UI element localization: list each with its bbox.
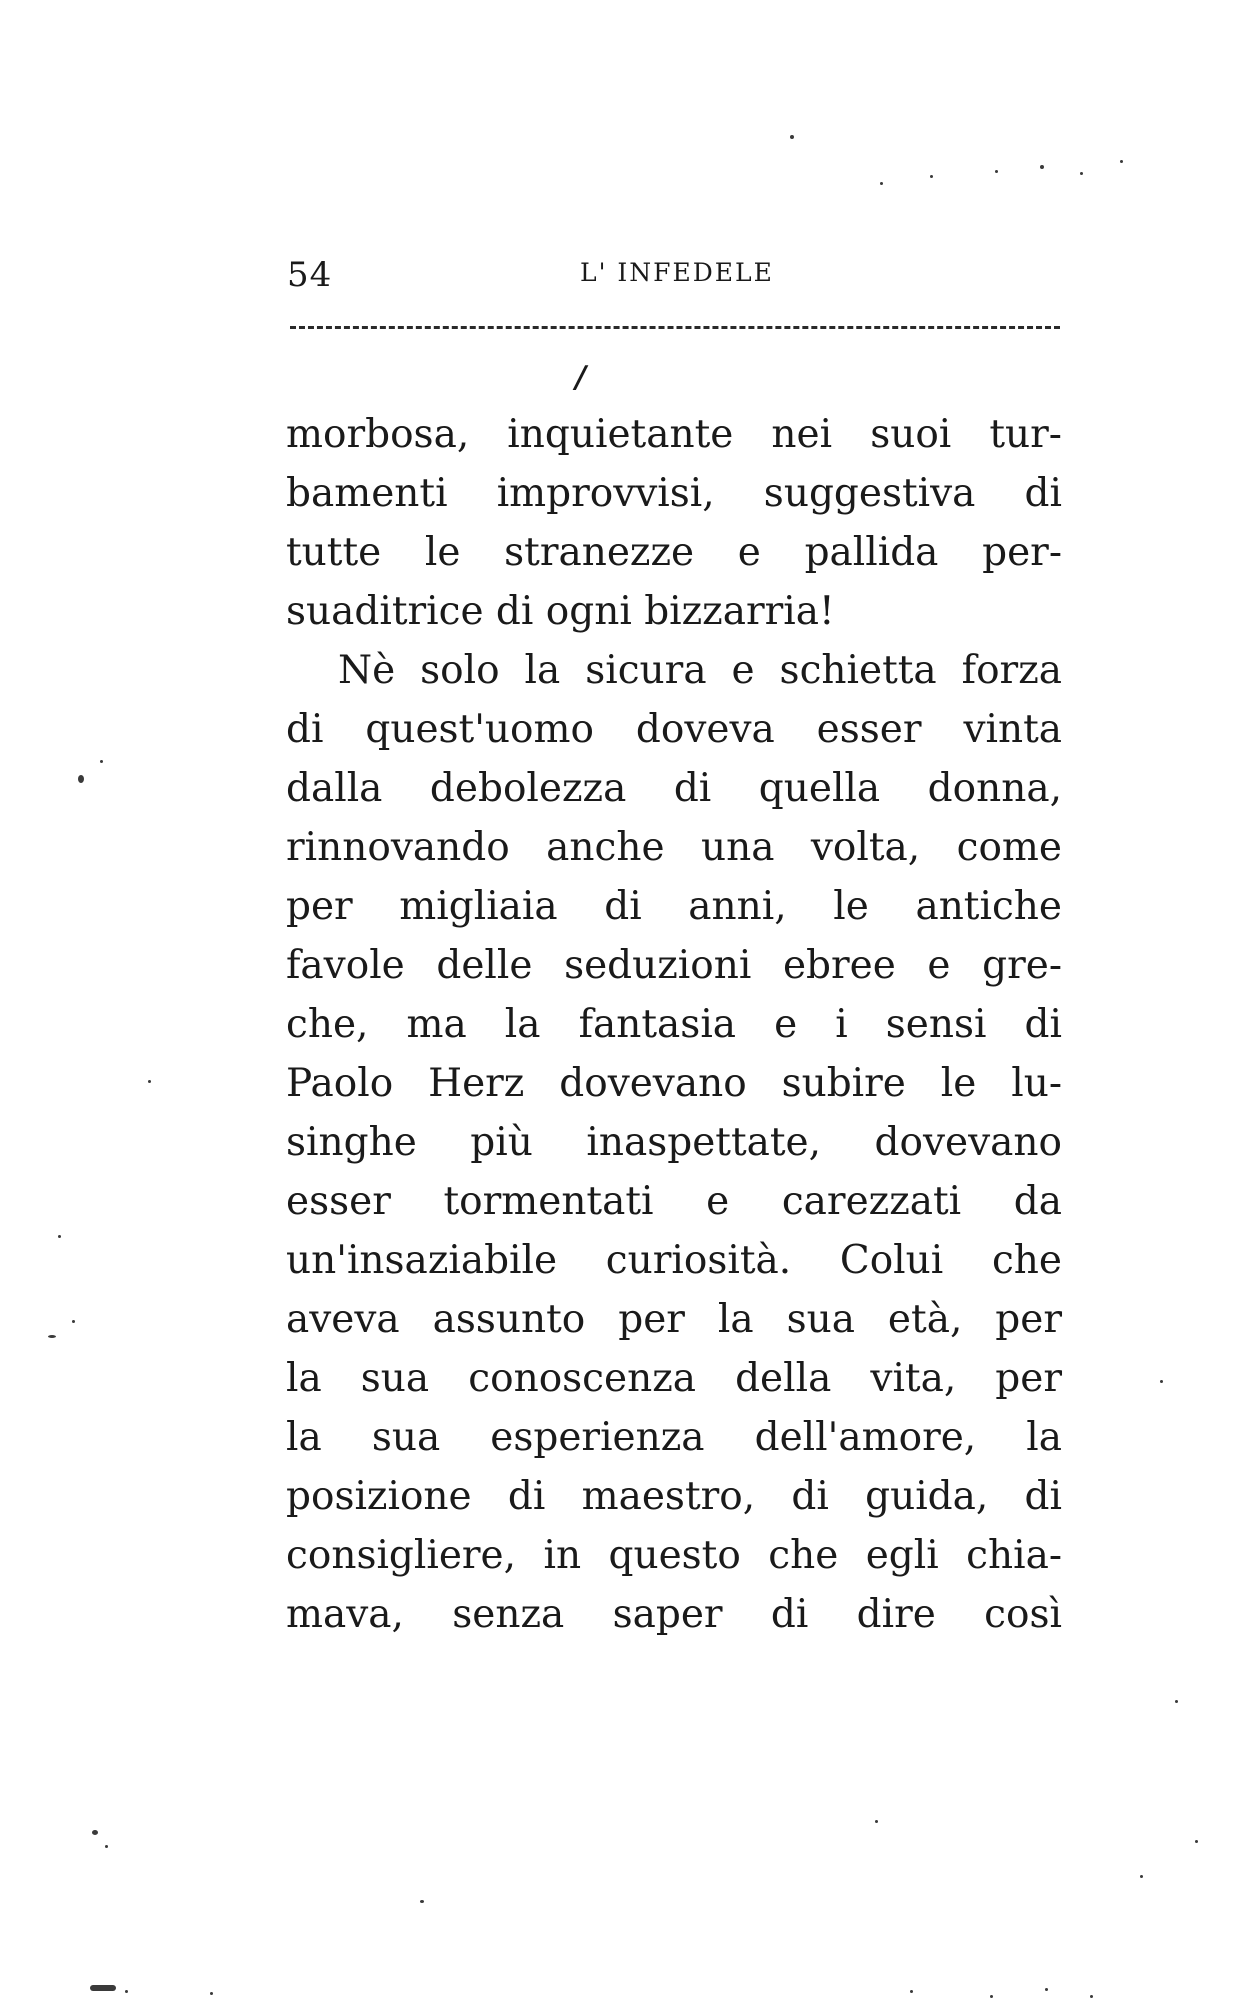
scan-speck [92, 1830, 98, 1835]
scan-speck [100, 760, 103, 763]
scan-speck [1090, 1995, 1093, 1998]
text-line: per migliaia di anni, le antiche [286, 884, 1062, 929]
scan-speck [48, 1335, 56, 1338]
scan-speck [1160, 1380, 1163, 1383]
scan-speck [910, 1990, 913, 1993]
scan-speck [1045, 1988, 1048, 1991]
scan-speck [1140, 1875, 1143, 1878]
scan-speck [420, 1900, 424, 1903]
running-head: L' INFEDELE [580, 258, 774, 287]
scan-speck [930, 175, 933, 178]
text-line: posizione di maestro, di guida, di [286, 1474, 1062, 1519]
scan-speck [90, 1985, 116, 1991]
scan-speck [880, 182, 883, 185]
stray-mark: / [575, 360, 586, 395]
text-line: bamenti improvvisi, suggestiva di [286, 471, 1062, 516]
text-line: aveva assunto per la sua età, per [286, 1297, 1062, 1342]
scan-speck [58, 1235, 61, 1238]
text-line: esser tormentati e carezzati da [286, 1179, 1062, 1224]
text-line: singhe più inaspettate, dovevano [286, 1120, 1062, 1165]
text-line: la sua esperienza dell'amore, la [286, 1415, 1062, 1460]
text-line: Paolo Herz dovevano subire le lu- [286, 1061, 1062, 1106]
scan-speck [210, 1992, 213, 1995]
text-line: favole delle seduzioni ebree e gre- [286, 943, 1062, 988]
page-number: 54 [287, 255, 333, 295]
scan-speck [1080, 172, 1083, 175]
scan-speck [1195, 1840, 1198, 1843]
text-line: Nè solo la sicura e schietta forza [338, 648, 1062, 693]
text-line: mava, senza saper di dire così [286, 1592, 1062, 1637]
scan-speck [105, 1845, 108, 1848]
text-line: consigliere, in questo che egli chia- [286, 1533, 1062, 1578]
body-text [286, 405, 1062, 1644]
text-line: la sua conoscenza della vita, per [286, 1356, 1062, 1401]
text-line: rinnovando anche una volta, come [286, 825, 1062, 870]
scan-speck [125, 1990, 128, 1993]
scan-speck [875, 1820, 878, 1823]
text-line: suaditrice di ogni bizzarria! [286, 589, 835, 634]
scan-speck [1175, 1700, 1178, 1703]
scan-speck [790, 135, 794, 139]
text-line: un'insaziabile curiosità. Colui che [286, 1238, 1062, 1283]
text-line: morbosa, inquietante nei suoi tur- [286, 412, 1062, 457]
text-line: tutte le stranezze e pallida per- [286, 530, 1062, 575]
text-line: che, ma la fantasia e i sensi di [286, 1002, 1062, 1047]
text-line: dalla debolezza di quella donna, [286, 766, 1062, 811]
scan-speck [78, 775, 84, 783]
scan-speck [990, 1995, 993, 1998]
scan-speck [148, 1080, 151, 1083]
scan-speck [1040, 165, 1044, 169]
scan-speck [1120, 160, 1123, 163]
header-rule [290, 326, 1060, 329]
scan-speck [995, 170, 998, 173]
text-line: di quest'uomo doveva esser vinta [286, 707, 1062, 752]
scan-speck [72, 1320, 75, 1323]
